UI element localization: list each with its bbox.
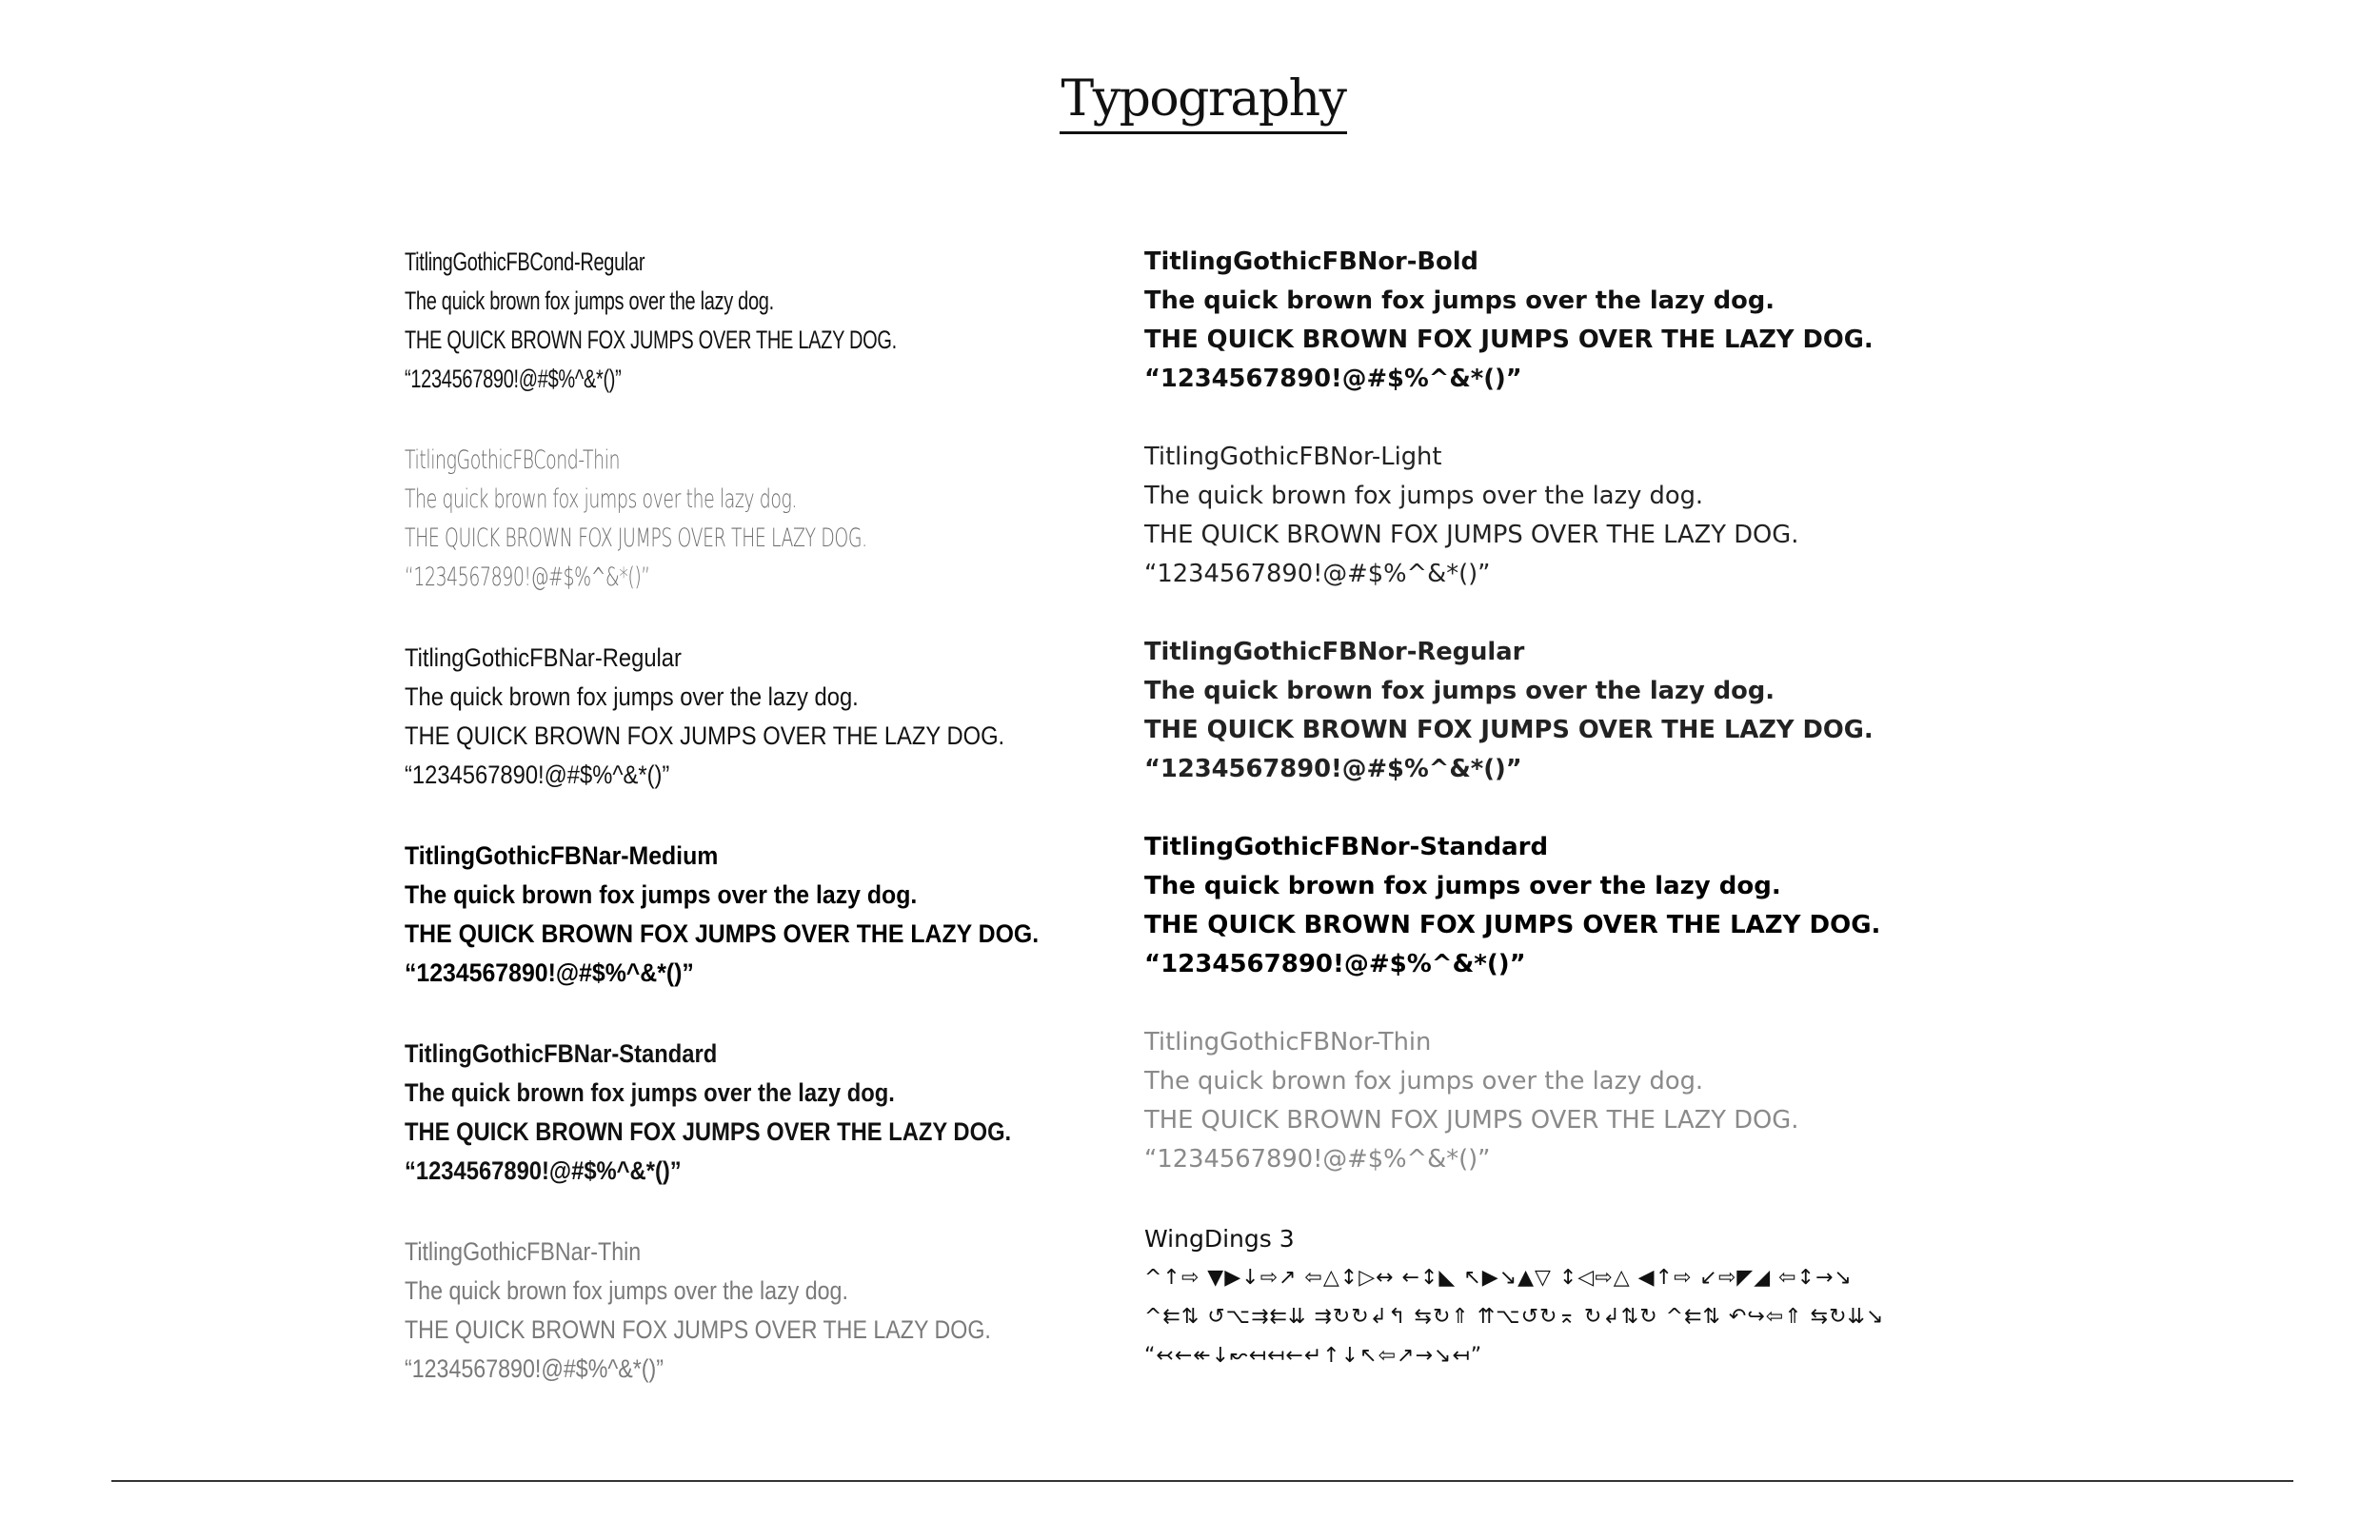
digits-sample: “1234567890!@#$%^&*()” — [1144, 755, 1522, 783]
uppercase-sample: THE QUICK BROWN FOX JUMPS OVER THE LAZY DOG. — [405, 1315, 991, 1344]
digits-sample: “1234567890!@#$%^&*()” — [405, 563, 650, 592]
uppercase-sample: THE QUICK BROWN FOX JUMPS OVER THE LAZY DOG. — [405, 326, 897, 354]
digits-sample: “1234567890!@#$%^&*()” — [405, 365, 622, 393]
font-name: TitlingGothicFBNor-Light — [1144, 443, 1442, 471]
font-specimen — [405, 837, 1094, 993]
font-name: WingDings 3 — [1144, 1225, 1295, 1253]
font-name: TitlingGothicFBNor-Standard — [1144, 833, 1549, 861]
font-specimen — [1144, 438, 1805, 594]
font-specimen — [405, 1035, 1094, 1191]
digits-sample: “1234567890!@#$%^&*()” — [1144, 1145, 1491, 1174]
uppercase-sample: THE QUICK BROWN FOX JUMPS OVER THE LAZY DOG. — [405, 721, 1005, 750]
font-specimen — [1144, 1023, 1805, 1179]
digits-sample: “1234567890!@#$%^&*()” — [405, 1156, 682, 1185]
digits-sample: “1234567890!@#$%^&*()” — [405, 760, 670, 789]
digits-sample: “1234567890!@#$%^&*()” — [405, 1354, 664, 1383]
lowercase-sample: The quick brown fox jumps over the lazy dog. — [1144, 1067, 1704, 1096]
lowercase-sample: The quick brown fox jumps over the lazy dog. — [405, 880, 918, 909]
lowercase-sample: The quick brown fox jumps over the lazy dog. — [1144, 482, 1704, 510]
font-name: TitlingGothicFBNor-Thin — [1144, 1028, 1432, 1056]
lowercase-sample: The quick brown fox jumps over the lazy dog. — [405, 682, 859, 711]
font-name: TitlingGothicFBNar-Medium — [405, 841, 719, 870]
lowercase-sample: The quick brown fox jumps over the lazy dog. — [1144, 872, 1781, 900]
lowercase-sample: The quick brown fox jumps over the lazy dog. — [405, 484, 797, 514]
lowercase-sample: The quick brown fox jumps over the lazy dog. — [1144, 677, 1775, 705]
font-specimen — [1144, 243, 1880, 399]
digits-sample: “1234567890!@#$%^&*()” — [1144, 950, 1526, 978]
digits-sample: “1234567890!@#$%^&*()” — [1144, 365, 1522, 393]
lowercase-sample: The quick brown fox jumps over the lazy dog. — [405, 286, 774, 315]
digits-sample: “1234567890!@#$%^&*()” — [1144, 560, 1491, 588]
uppercase-sample: THE QUICK BROWN FOX JUMPS OVER THE LAZY DOG. — [1144, 911, 1881, 939]
digits-sample: “1234567890!@#$%^&*()” — [405, 958, 694, 987]
font-name: TitlingGothicFBNar-Standard — [405, 1039, 718, 1068]
font-name: TitlingGothicFBNor-Bold — [1144, 247, 1478, 276]
font-name: TitlingGothicFBNor-Regular — [1144, 638, 1525, 666]
font-specimen — [405, 1233, 1086, 1389]
symbol-sample-row-2: ^⇇⇅ ↺⌥⇉⇇⇊ ⇉↻↻↲↰ ⇆↻⇑ ⇈⌥↺↻⌅ ↻↲⇅↻ ^⇇⇅ ↶↪⇦⇑ ⇆↻⇊↘ — [1144, 1305, 1885, 1329]
font-specimen — [1144, 633, 1880, 789]
font-specimen — [405, 243, 1070, 399]
footer-divider — [111, 1480, 2293, 1482]
lowercase-sample: The quick brown fox jumps over the lazy dog. — [1144, 286, 1775, 315]
font-specimen — [405, 441, 1065, 597]
symbol-sample-row-1: ^↑⇨ ▼▶↓⇨↗ ⇦△↕▷↔ ←↕◣ ↖▶↘▲▽ ↕◁⇨△ ◀↑⇨ ↙⇨◤◢ ⇦↕→↘ — [1144, 1266, 1853, 1290]
uppercase-sample: THE QUICK BROWN FOX JUMPS OVER THE LAZY DOG. — [1144, 716, 1874, 744]
font-specimen — [1144, 828, 1880, 984]
lowercase-sample: The quick brown fox jumps over the lazy dog. — [405, 1276, 848, 1305]
uppercase-sample: THE QUICK BROWN FOX JUMPS OVER THE LAZY DOG. — [1144, 521, 1799, 549]
uppercase-sample: THE QUICK BROWN FOX JUMPS OVER THE LAZY DOG. — [405, 919, 1040, 948]
font-name: TitlingGothicFBCond-Regular — [405, 247, 645, 276]
page-title-wrapper — [0, 69, 2380, 134]
uppercase-sample: THE QUICK BROWN FOX JUMPS OVER THE LAZY DOG. — [405, 523, 867, 553]
uppercase-sample: THE QUICK BROWN FOX JUMPS OVER THE LAZY DOG. — [1144, 326, 1874, 354]
lowercase-sample: The quick brown fox jumps over the lazy dog. — [405, 1078, 895, 1107]
font-name: TitlingGothicFBCond-Thin — [405, 445, 621, 475]
font-name: TitlingGothicFBNar-Regular — [405, 643, 682, 672]
font-specimen — [405, 639, 1086, 795]
symbol-sample-row-3: “↢←↞↓↜↤↤←↵↑↓↖⇦↗→↘↤” — [1144, 1344, 1483, 1368]
font-name: TitlingGothicFBNar-Thin — [405, 1237, 642, 1266]
uppercase-sample: THE QUICK BROWN FOX JUMPS OVER THE LAZY DOG. — [405, 1117, 1012, 1146]
font-specimen — [1144, 1219, 1884, 1375]
page-title: Typography — [1060, 69, 1348, 134]
uppercase-sample: THE QUICK BROWN FOX JUMPS OVER THE LAZY DOG. — [1144, 1106, 1799, 1135]
